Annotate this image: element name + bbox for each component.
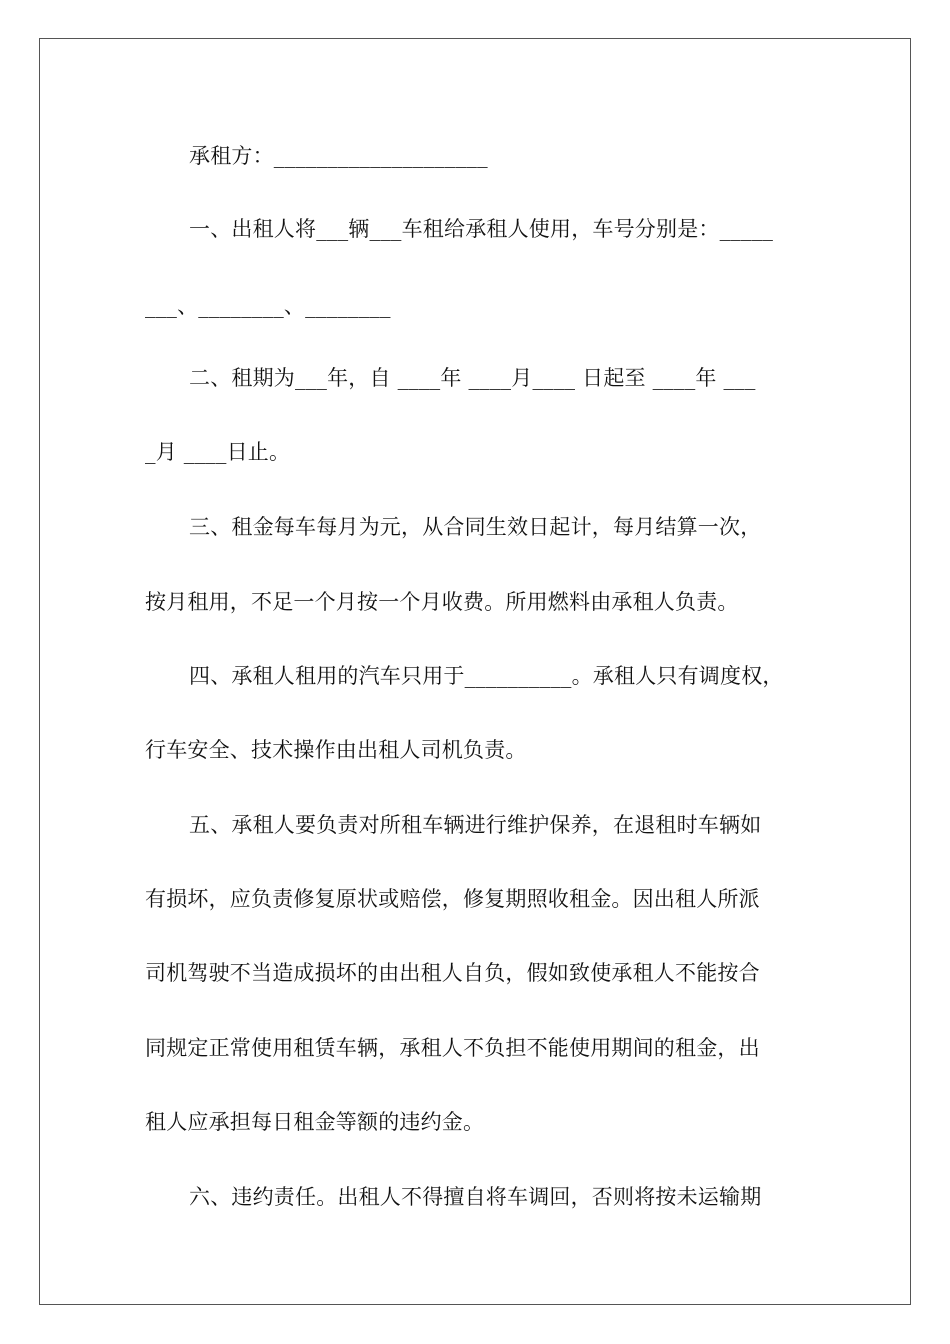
clause-1-line-1: 一、出租人将___辆___车租给承租人使用，车号分别是：_____: [189, 217, 774, 241]
clause-1-line-2: ___、________、________: [145, 294, 391, 318]
lessee-line: 承租方：____________________: [189, 144, 488, 168]
clause-4-line-2: 行车安全、技术操作由出租人司机负责。: [145, 738, 527, 762]
clause-2-line-1: 二、租期为___年，自 ____年 ____月____ 日起至 ____年 ___: [189, 366, 756, 390]
clause-3-line-2: 按月租用，不足一个月按一个月收费。所用燃料由承租人负责。: [145, 590, 739, 614]
clause-3-line-1: 三、租金每车每月为元，从合同生效日起计，每月结算一次，: [189, 515, 762, 539]
clause-5-line-5: 租人应承担每日租金等额的违约金。: [145, 1110, 485, 1134]
clause-5-line-1: 五、承租人要负责对所租车辆进行维护保养，在退租时车辆如: [189, 813, 762, 837]
clause-6-line-1: 六、违约责任。出租人不得擅自将车调回，否则将按未运输期: [189, 1185, 762, 1209]
clause-5-line-4: 同规定正常使用租赁车辆，承租人不负担不能使用期间的租金，出: [145, 1036, 760, 1060]
clause-2-line-2: _月 ____日止。: [145, 440, 291, 464]
clause-4-line-1: 四、承租人租用的汽车只用于__________。承租人只有调度权，: [189, 664, 784, 688]
clause-5-line-2: 有损坏，应负责修复原状或赔偿，修复期照收租金。因出租人所派: [145, 887, 760, 911]
clause-5-line-3: 司机驾驶不当造成损坏的由出租人自负，假如致使承租人不能按合: [145, 961, 760, 985]
